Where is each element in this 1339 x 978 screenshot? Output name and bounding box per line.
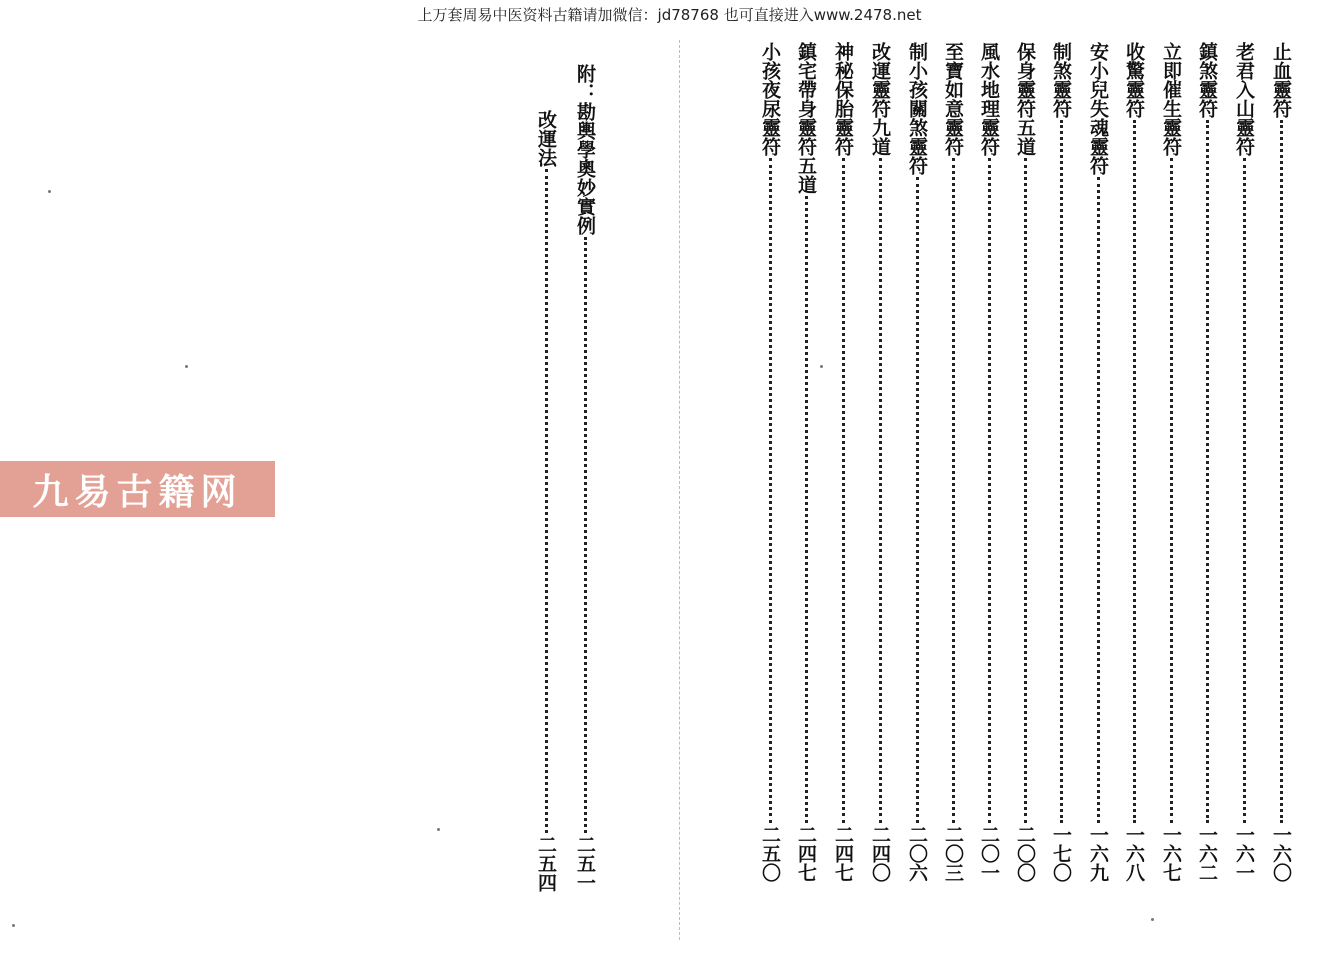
toc-entry — [1121, 42, 1147, 882]
toc-entry-page: 二〇六 — [906, 825, 928, 882]
scan-speck — [820, 365, 823, 368]
toc-entry — [533, 110, 559, 892]
leader-dots — [988, 158, 991, 823]
toc-entry-page: 一六八 — [1123, 825, 1145, 882]
toc-entry-title: 風水地理靈符 — [978, 42, 1000, 156]
leader-dots — [879, 158, 882, 823]
toc-entry-title: 附：勘輿學奧妙實例 — [574, 64, 596, 235]
toc-entry — [1012, 42, 1038, 882]
toc-entry — [1048, 42, 1074, 882]
toc-entry — [757, 42, 783, 882]
toc-entry-page: 二四〇 — [869, 825, 891, 882]
toc-entry-title: 神秘保胎靈符 — [832, 42, 854, 156]
toc-entry-title: 老君入山靈符 — [1233, 42, 1255, 156]
toc-entry-page: 一六〇 — [1270, 825, 1292, 882]
toc-entry-page: 二五〇 — [759, 825, 781, 882]
toc-entry-title: 鎮宅帶身靈符五道 — [795, 42, 817, 194]
leader-dots — [805, 196, 808, 823]
leader-dots — [584, 237, 587, 833]
toc-entry-page: 二〇一 — [978, 825, 1000, 882]
toc-entry-title: 改運靈符九道 — [869, 42, 891, 156]
toc-entry-page: 二五一 — [574, 835, 596, 892]
leader-dots — [1024, 158, 1027, 823]
toc-entry-page: 一六七 — [1160, 825, 1182, 882]
toc-entry — [1268, 42, 1294, 882]
toc-entry-appendix — [572, 64, 598, 892]
leader-dots — [1097, 177, 1100, 823]
leader-dots — [1243, 158, 1246, 823]
top-banner: 上万套周易中医资料古籍请加微信：jd78768 也可直接进入www.2478.net — [417, 6, 922, 24]
toc-entry-page: 二四七 — [832, 825, 854, 882]
toc-entry-page: 二四七 — [795, 825, 817, 882]
scan-speck — [437, 828, 440, 831]
toc-entry — [867, 42, 893, 882]
toc-entry — [976, 42, 1002, 882]
toc-entry — [1194, 42, 1220, 882]
leader-dots — [769, 158, 772, 823]
toc-entry-title: 止血靈符 — [1270, 42, 1292, 118]
toc-entry-page: 一六九 — [1087, 825, 1109, 882]
toc-entry — [793, 42, 819, 882]
toc-entry-page: 一六一 — [1233, 825, 1255, 882]
toc-entry-title: 立即催生靈符 — [1160, 42, 1182, 156]
toc-entry — [830, 42, 856, 882]
toc-entry — [1085, 42, 1111, 882]
watermark-logo: 九易古籍网 — [0, 461, 275, 517]
toc-entry-title: 收驚靈符 — [1123, 42, 1145, 118]
toc-entry-title: 至寶如意靈符 — [942, 42, 964, 156]
leader-dots — [842, 158, 845, 823]
toc-entry-page: 二五四 — [535, 835, 557, 892]
scan-speck — [1151, 918, 1154, 921]
toc-entry-title: 制小孩關煞靈符 — [906, 42, 928, 175]
toc-entry — [940, 42, 966, 882]
toc-entry-page: 二〇〇 — [1014, 825, 1036, 882]
toc-entry-title: 鎮煞靈符 — [1196, 42, 1218, 118]
toc-entry — [1158, 42, 1184, 882]
leader-dots — [1133, 120, 1136, 823]
leader-dots — [1280, 120, 1283, 823]
scan-speck — [185, 365, 188, 368]
leader-dots — [952, 158, 955, 823]
toc-entry-title: 小孩夜尿靈符 — [759, 42, 781, 156]
toc-entry-title: 安小兒失魂靈符 — [1087, 42, 1109, 175]
toc-entry — [1231, 42, 1257, 882]
scan-speck — [12, 924, 15, 927]
toc-entry-title: 改運法 — [535, 110, 557, 167]
toc-entry-page: 一六二 — [1196, 825, 1218, 882]
leader-dots — [545, 169, 548, 833]
toc-entry-title: 保身靈符五道 — [1014, 42, 1036, 156]
book-spine — [679, 40, 680, 940]
toc-entry-page: 二〇三 — [942, 825, 964, 882]
leader-dots — [1170, 158, 1173, 823]
toc-entry — [904, 42, 930, 882]
leader-dots — [1060, 120, 1063, 823]
scan-speck — [48, 190, 51, 193]
leader-dots — [1206, 120, 1209, 823]
toc-entry-page: 一七〇 — [1050, 825, 1072, 882]
toc-entry-title: 制煞靈符 — [1050, 42, 1072, 118]
leader-dots — [916, 177, 919, 823]
